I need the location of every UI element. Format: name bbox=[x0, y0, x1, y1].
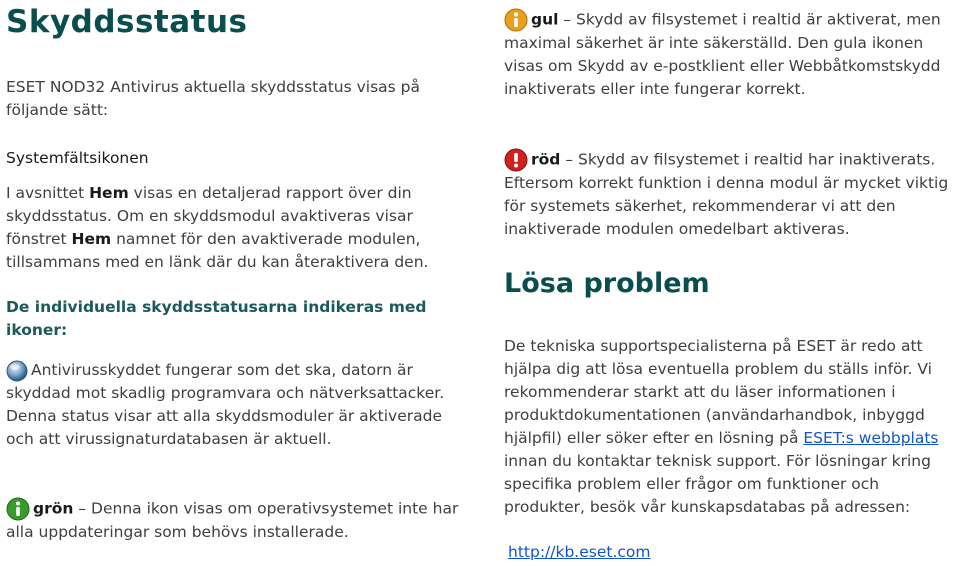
hem-keyword: Hem bbox=[71, 230, 112, 248]
intro-text: ESET NOD32 Antivirus aktuella skyddsstatus visas på följande sätt: bbox=[6, 78, 421, 119]
red-status-paragraph bbox=[504, 148, 960, 241]
yellow-status-paragraph bbox=[504, 8, 960, 101]
green-status-paragraph bbox=[6, 497, 471, 544]
red-text: – Skydd av filsystemet i realtid har inaktiverats. Eftersom korrekt funktion i denna modul är mycket viktig för systemets säkerhet, rekommenderar vi att den inaktiverade modulen omedelbart aktiveras. bbox=[504, 150, 949, 238]
page-title: Skyddsstatus bbox=[6, 4, 248, 40]
para-text: visas en detaljerad rapport över din skyddsstatus. Om en skyddsmodul avaktiveras visar fönstret bbox=[6, 184, 413, 248]
solve-problems-title: Lösa problem bbox=[504, 268, 710, 299]
section-heading-systray: Systemfältsikonen bbox=[6, 149, 149, 167]
ok-status-paragraph bbox=[6, 359, 466, 451]
yellow-text: – Skydd av filsystemet i realtid är aktiverat, men maximal säkerhet är inte säkerställd. Den gula ikonen visas om Skydd av e-postklient eller Webbåtkomstskydd inaktiverats eller inte fungerar korrekt. bbox=[504, 10, 941, 98]
para-text: I avsnittet bbox=[6, 184, 90, 202]
ok-status-text: Antivirusskyddet fungerar som det ska, datorn är skyddad mot skadlig programvara och nätverksattacker. Denna status visar att alla skyddsmoduler är aktiverade och att virussignaturdatabasen är aktuell. bbox=[6, 361, 445, 448]
support-paragraph bbox=[504, 335, 960, 519]
kb-link[interactable]: http://kb.eset.com bbox=[508, 543, 651, 561]
yellow-label: gul bbox=[531, 10, 559, 29]
hem-keyword: Hem bbox=[89, 184, 129, 202]
eset-website-link[interactable]: ESET:s webbplats bbox=[803, 429, 939, 447]
yellow-info-icon bbox=[504, 8, 528, 32]
red-label: röd bbox=[531, 150, 561, 169]
ok-status-icon bbox=[6, 360, 28, 382]
support-text: De tekniska supportspecialisterna på ESET är redo att hjälpa dig att lösa eventuella problem du ställs inför. Vi rekommenderar starkt att du läser informationen i produktdokumentationen (användarhandbok, inbyggd hjälpfil) eller söker efter en lösning på bbox=[504, 337, 932, 447]
para-text: namnet för den avaktiverade modulen, tillsammans med en länk där du kan återaktivera den. bbox=[6, 230, 429, 271]
green-label: grön bbox=[33, 499, 74, 518]
support-text: innan du kontaktar teknisk support. För lösningar kring specifika problem eller frågor om funktioner och produkter, besök vår kunskapsdatabas på adressen: bbox=[504, 452, 931, 516]
green-info-icon bbox=[6, 497, 30, 521]
icons-heading: De individuella skyddsstatusarna indikeras med ikoner: bbox=[6, 298, 427, 339]
kb-link-line bbox=[508, 541, 650, 564]
hem-paragraph bbox=[6, 182, 471, 274]
red-alert-icon bbox=[504, 148, 528, 172]
green-text: – Denna ikon visas om operativsystemet inte har alla uppdateringar som behövs installerade. bbox=[6, 499, 459, 541]
